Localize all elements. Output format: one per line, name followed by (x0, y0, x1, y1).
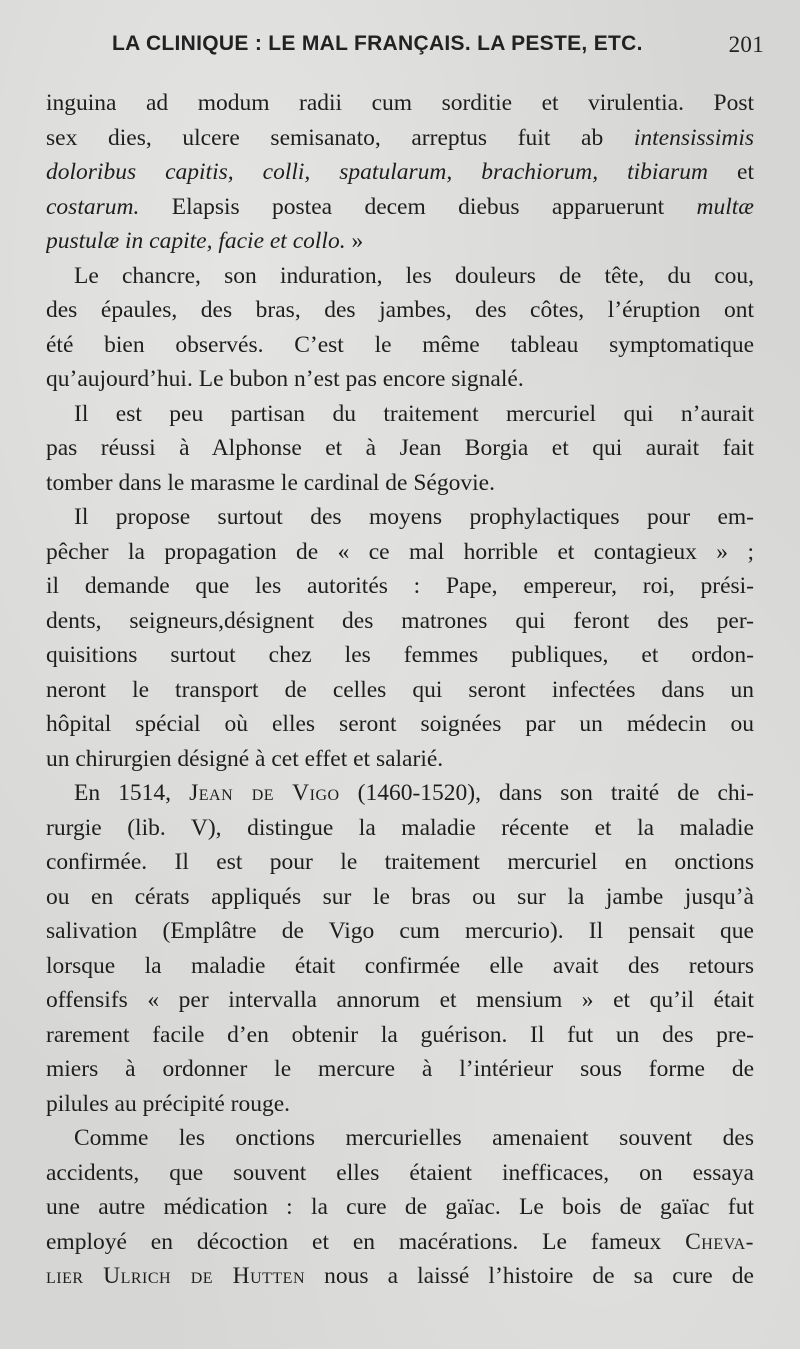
text-segment: dents, seigneurs,désignent des matrones qui feront des per- (46, 607, 754, 634)
text-segment: lier Ulrich de Hutten (46, 1263, 306, 1289)
text-segment: Il est peu partisan du traitement mercuriel qui n’aurait (74, 400, 754, 427)
text-line (46, 1121, 754, 1156)
text-line (46, 500, 754, 535)
page-number: 201 (728, 32, 764, 57)
text-line (46, 1225, 754, 1260)
text-segment: offensifs « per intervalla annorum et mensium » et qu’il était (46, 987, 754, 1013)
text-line (46, 1018, 754, 1053)
text-segment: accidents, que souvent elles étaient inefficaces, on essaya (46, 1159, 754, 1186)
running-title: LA CLINIQUE : LE MAL FRANÇAIS. LA PESTE, ETC. (112, 32, 643, 55)
text-segment: il demande que les autorités : Pape, empereur, roi, prési- (46, 573, 754, 599)
text-line (46, 742, 754, 777)
text-segment: intensissimis (633, 124, 754, 151)
text-segment: rarement facile d’en obtenir la guérison. Il fut un des pre- (46, 1021, 754, 1048)
text-segment: rurgie (lib. V), distingue la maladie récente et la maladie (46, 814, 754, 841)
text-segment: pilules au précipité rouge. (46, 1090, 291, 1117)
text-segment: qu’aujourd’hui. Le bubon n’est pas encore signalé. (46, 366, 524, 392)
text-line (46, 259, 754, 294)
text-segment: Il propose surtout des moyens prophylactiques pour em- (74, 504, 754, 530)
text-segment: nous a laissé l’histoire de sa cure de (305, 1263, 754, 1289)
text-line (46, 880, 754, 915)
text-segment: pêcher la propagation de « ce mal horrible et contagieux » ; (46, 538, 754, 565)
text-segment: Jean de Vigo (189, 780, 340, 806)
text-line (46, 638, 754, 673)
text-line (46, 397, 754, 432)
text-line (46, 949, 754, 984)
text-line (46, 604, 754, 639)
text-line (46, 983, 754, 1018)
text-segment: sex dies, ulcere semisanato, arreptus fuit ab (46, 124, 634, 151)
text-line (46, 1156, 754, 1191)
text-segment: confirmée. Il est pour le traitement mercuriel en onctions (46, 849, 754, 875)
text-line (46, 673, 754, 708)
text-line (46, 466, 754, 501)
text-line (46, 362, 754, 397)
text-line (46, 1190, 754, 1225)
text-segment: costarum. (46, 193, 140, 220)
text-segment: doloribus capitis, colli, spatularum, brachiorum, tibiarum (46, 159, 709, 185)
text-line (46, 293, 754, 328)
text-segment: des épaules, des bras, des jambes, des côtes, l’éruption ont (46, 297, 754, 323)
text-line (46, 190, 754, 225)
text-line (46, 569, 754, 604)
text-line (46, 535, 754, 570)
text-line (46, 1087, 754, 1122)
text-segment: tomber dans le marasme le cardinal de Ségovie. (46, 469, 495, 496)
text-segment: inguina ad modum radii cum sorditie et virulentia. Post (46, 90, 754, 116)
text-line (46, 776, 754, 811)
text-segment: lorsque la maladie était confirmée elle avait des retours (46, 952, 754, 979)
text-line (46, 224, 754, 259)
text-line (46, 845, 754, 880)
text-line (46, 811, 754, 846)
body-text (46, 86, 754, 1294)
text-segment: un chirurgien désigné à cet effet et salarié. (46, 745, 444, 772)
text-segment: En 1514, (74, 780, 190, 806)
text-segment: pustulæ in capite, facie et collo. (46, 228, 346, 254)
text-line (46, 1259, 754, 1294)
text-segment: » (345, 228, 364, 254)
text-segment: salivation (Emplâtre de Vigo cum mercurio). Il pensait que (46, 918, 754, 944)
text-segment: neront le transport de celles qui seront infectées dans un (46, 676, 754, 703)
text-segment: et (708, 159, 754, 185)
text-line (46, 86, 754, 121)
text-line (46, 155, 754, 190)
text-segment: pas réussi à Alphonse et à Jean Borgia et qui aurait fait (46, 435, 754, 461)
text-segment: employé en décoction et en macérations. Le fameux (46, 1228, 686, 1255)
text-line (46, 328, 754, 363)
text-segment: ou en cérats appliqués sur le bras ou sur la jambe jusqu’à (46, 883, 754, 910)
text-segment: (1460-1520), dans son traité de chi- (339, 780, 754, 806)
running-header (112, 32, 764, 66)
text-segment: une autre médication : la cure de gaïac. Le bois de gaïac fut (46, 1194, 754, 1220)
text-line (46, 914, 754, 949)
text-segment: Le chancre, son induration, les douleurs de tête, du cou, (74, 262, 754, 289)
text-segment: Cheva- (685, 1228, 754, 1255)
text-segment: miers à ordonner le mercure à l’intérieur sous forme de (46, 1056, 754, 1082)
text-segment: quisitions surtout chez les femmes publiques, et ordon- (46, 642, 754, 668)
text-segment: hôpital spécial où elles seront soignées par un médecin ou (46, 711, 754, 737)
text-segment: été bien observés. C’est le même tableau symptomatique (46, 331, 754, 358)
text-segment: Elapsis postea decem diebus apparuerunt (139, 193, 697, 220)
text-line (46, 707, 754, 742)
text-segment: Comme les onctions mercurielles amenaient souvent des (74, 1125, 754, 1151)
text-line (46, 1052, 754, 1087)
text-line (46, 431, 754, 466)
text-segment: multæ (696, 193, 754, 220)
text-line (46, 121, 754, 156)
